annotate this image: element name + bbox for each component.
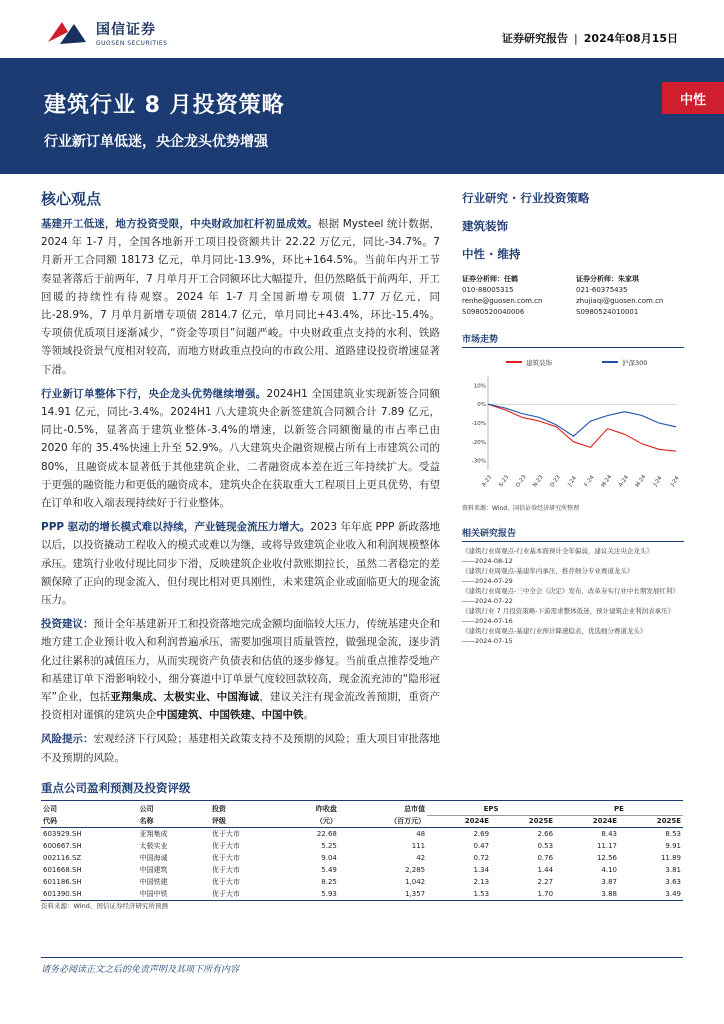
col-pe: PE bbox=[555, 803, 683, 815]
cell-eps24: 0.72 bbox=[473, 854, 490, 862]
x-tick-label: D-23 bbox=[549, 474, 562, 489]
cell-pe24: 12.56 bbox=[596, 854, 617, 862]
col-code-sub: 代码 bbox=[41, 815, 138, 828]
report-type: 证券研究报告 bbox=[502, 32, 569, 45]
related-report-link[interactable]: 《建筑行业 7 月投资策略-下游需求整体低迷，预计建筑企业利润表承压》 bbox=[462, 607, 675, 615]
x-tick-label: O-23 bbox=[515, 474, 528, 489]
cell-code: 601186.SH bbox=[43, 878, 82, 886]
y-tick-label: 0% bbox=[477, 402, 486, 409]
col-name-sub: 名称 bbox=[138, 815, 210, 828]
col-price: 昨收盘 bbox=[315, 805, 337, 813]
series-line-1 bbox=[488, 404, 676, 436]
x-tick-label: S-23 bbox=[498, 474, 511, 489]
analyst-1-phone: 010-88005315 bbox=[462, 286, 514, 294]
table-row bbox=[41, 828, 683, 841]
paragraph-risk: 风险提示：宏观经济下行风险；基建相关政策支持不及预期的风险；重大项目审批落地不及预期的风险。 bbox=[41, 733, 440, 764]
x-tick-label: J-24 bbox=[652, 475, 664, 488]
cell-price: 8.25 bbox=[321, 878, 337, 886]
col-cap: 总市值 bbox=[404, 805, 426, 813]
table-row bbox=[41, 852, 683, 864]
x-tick-label: M-24 bbox=[600, 474, 614, 489]
chart-source: 资料来源：Wind、国信证券经济研究所整理 bbox=[462, 505, 580, 512]
x-tick-label: A-23 bbox=[481, 474, 494, 489]
x-tick-label: J-24 bbox=[669, 475, 681, 488]
related-report-link[interactable]: 《建筑行业周观点-三中全会《决定》发布，改革夯实行业中长期发展红利》 bbox=[462, 587, 679, 595]
report-date: 2024年08月15日 bbox=[583, 32, 678, 45]
table-source: 资料来源：Wind、国信证券经济研究所预测 bbox=[41, 902, 168, 910]
related-report-link[interactable]: 《建筑行业周观点-基建行业预计降速稳表，优选细分赛道龙头》 bbox=[462, 627, 647, 635]
cell-name: 中国铁建 bbox=[139, 878, 168, 886]
y-tick-label: -10% bbox=[471, 421, 486, 427]
cell-code: 002116.SZ bbox=[43, 854, 82, 862]
cell-eps25: 2.66 bbox=[537, 830, 554, 838]
rating-badge: 中性 bbox=[662, 82, 724, 114]
cell-code: 603929.SH bbox=[43, 830, 82, 838]
cell-name: 中国建筑 bbox=[139, 866, 168, 874]
cell-eps25: 0.76 bbox=[537, 854, 554, 862]
cell-eps24: 0.47 bbox=[473, 842, 490, 850]
cell-price: 5.49 bbox=[321, 866, 337, 874]
cell-eps25: 0.53 bbox=[537, 842, 554, 850]
logo-name-cn: 国信证券 bbox=[96, 22, 156, 38]
footer-divider bbox=[41, 957, 683, 958]
cell-rating: 优于大市 bbox=[210, 888, 282, 901]
core-viewpoints bbox=[41, 188, 440, 773]
table-row bbox=[41, 840, 683, 852]
col-eps-2024: 2024E bbox=[427, 815, 491, 828]
cell-eps25: 2.27 bbox=[537, 878, 554, 886]
cell-eps24: 2.13 bbox=[473, 878, 490, 886]
cell-rating: 优于大市 bbox=[211, 878, 240, 886]
table-row bbox=[41, 864, 683, 876]
cell-pe24: 3.88 bbox=[555, 888, 619, 901]
cell-pe25: 11.89 bbox=[660, 854, 681, 862]
cell-cap: 48 bbox=[416, 830, 426, 838]
analyst-2-cert: S0980524010001 bbox=[576, 308, 639, 316]
related-reports-list bbox=[462, 546, 684, 646]
industry-rating: 中性 · 维持 bbox=[462, 247, 521, 261]
cell-pe24: 3.87 bbox=[601, 878, 617, 886]
x-tick-label: N-23 bbox=[532, 474, 545, 489]
analyst-1-name: 证券分析师：任鹤 bbox=[462, 275, 518, 283]
cell-cap: 1,042 bbox=[405, 878, 426, 886]
analyst-1-cert: S0980520040006 bbox=[462, 308, 525, 316]
related-report-date: ——2024-07-29 bbox=[462, 577, 513, 585]
cell-price: 5.25 bbox=[321, 842, 337, 850]
y-tick-label: -30% bbox=[471, 458, 486, 465]
market-trend-title: 市场走势 bbox=[462, 332, 684, 348]
legend-label-0: 建筑装饰 bbox=[526, 359, 552, 367]
related-report-link[interactable]: 《建筑行业周观点-基建年内承压，推荐细分专业赛道龙头》 bbox=[462, 567, 634, 575]
page-title: 建筑行业 8 月投资策略 bbox=[44, 93, 285, 118]
report-category: 行业研究 · 行业投资策略 bbox=[462, 191, 590, 205]
x-tick-label: M-24 bbox=[634, 474, 648, 489]
analyst-2-name: 证券分析师：朱家琪 bbox=[576, 275, 639, 283]
paragraph-infrastructure: 基建开工低迷，地方投资受限，中央财政加杠杆初显成效。根据 Mysteel 统计数据，2024 年 1-7 月，全国各地新开工项目投资额共计 22.22 万亿元，同比-34.7%。7 月新开工合同额 18173 亿元，单月同比-13.9%，环比+164.5%。当前年内开工节奏显著落后于前两年，7 月单月开工合同额环比大幅提升，但仍然略低于前两年，开工回暖的持续性有待观察。2024 年 1-7 月全国新增专项债 1.77 万亿元，同比-28.9%，7 月单月新增专项债 2814.7 亿元，单月同比+43.4%，环比-15.4%。专项债优质项目逐渐减少，“资金等项目”问题严峻。中央财政重点支持的水利、铁路等领域投资景气度相对较高，而地方财政重点投向的市政公用、道路建设投资增速显著下滑。 bbox=[41, 218, 441, 376]
x-tick-label: F-24 bbox=[583, 474, 596, 489]
cell-cap: 1,357 bbox=[339, 888, 427, 901]
col-rating: 投资 bbox=[211, 805, 226, 813]
related-report-date: ——2024-07-22 bbox=[462, 597, 513, 605]
earnings-forecast-table bbox=[41, 803, 683, 901]
cell-cap: 111 bbox=[411, 842, 426, 850]
x-tick-label: A-24 bbox=[617, 474, 630, 489]
disclaimer-note: 请务必阅读正文之后的免责声明及其项下所有内容 bbox=[41, 965, 240, 975]
cell-price: 9.04 bbox=[321, 854, 337, 862]
col-rating-sub: 评级 bbox=[210, 815, 282, 828]
core-title: 核心观点 bbox=[41, 190, 102, 208]
col-eps-2025: 2025E bbox=[491, 815, 555, 828]
col-code: 公司 bbox=[43, 805, 57, 813]
analysts bbox=[462, 274, 684, 318]
analyst-2 bbox=[576, 274, 684, 318]
cell-price: 22.68 bbox=[316, 830, 337, 838]
y-tick-label: -20% bbox=[471, 439, 486, 446]
related-reports-title: 相关研究报告 bbox=[462, 526, 684, 542]
cell-rating: 优于大市 bbox=[211, 842, 240, 850]
logo-name-en: GUOSEN SECURITIES bbox=[96, 40, 168, 47]
market-trend-chart bbox=[462, 352, 684, 502]
cell-pe24: 4.10 bbox=[601, 866, 617, 874]
related-report-date: ——2024-07-15 bbox=[462, 637, 513, 645]
cell-pe25: 8.53 bbox=[665, 830, 681, 838]
cell-code: 601390.SH bbox=[41, 888, 138, 901]
table-row bbox=[41, 888, 683, 901]
col-name: 公司 bbox=[139, 805, 154, 813]
y-tick-label: 10% bbox=[473, 383, 486, 390]
col-pe-2024: 2024E bbox=[555, 815, 619, 828]
cell-name: 太极实业 bbox=[139, 842, 168, 850]
cell-cap: 2,285 bbox=[405, 866, 426, 874]
cell-name: 中国中铁 bbox=[138, 888, 210, 901]
analyst-1 bbox=[462, 274, 570, 318]
col-eps: EPS bbox=[427, 803, 555, 815]
cell-pe25: 3.63 bbox=[665, 878, 681, 886]
table-row bbox=[41, 876, 683, 888]
x-tick-label: J-24 bbox=[567, 475, 579, 488]
cell-pe24: 11.17 bbox=[596, 842, 617, 850]
industry-name: 建筑装饰 bbox=[462, 219, 508, 233]
analyst-2-email: zhujiaqi@guosen.com.cn bbox=[576, 297, 664, 305]
analyst-1-email: renhe@guosen.com.cn bbox=[462, 297, 543, 305]
cell-eps24: 2.69 bbox=[473, 830, 490, 838]
related-report-date: ——2024-07-16 bbox=[462, 617, 513, 625]
col-price-sub: （元） bbox=[282, 815, 339, 828]
page-subtitle: 行业新订单低迷，央企龙头优势增强 bbox=[44, 134, 268, 150]
legend-label-1: 沪深300 bbox=[622, 359, 648, 367]
cell-name: 亚翔集成 bbox=[139, 830, 168, 838]
col-cap-sub: （百万元） bbox=[339, 815, 427, 828]
logo-mark-icon bbox=[44, 18, 90, 48]
cell-eps24: 1.34 bbox=[473, 866, 490, 874]
col-pe-2025: 2025E bbox=[619, 815, 683, 828]
sidebar bbox=[462, 190, 684, 646]
page-header bbox=[0, 0, 724, 58]
cell-eps24: 1.53 bbox=[427, 888, 491, 901]
cell-name: 中国海诚 bbox=[139, 854, 168, 862]
cell-cap: 42 bbox=[416, 854, 426, 862]
cell-pe25: 9.91 bbox=[665, 842, 681, 850]
table-title: 重点公司盈利预测及投资评级 bbox=[41, 780, 683, 801]
report-meta: 证券研究报告 | 2024年08月15日 bbox=[502, 32, 678, 45]
paragraph-orders: 行业新订单整体下行，央企龙头优势继续增强。2024H1 全国建筑业实现新签合同额 14.91 亿元，同比-3.4%。2024H1 八大建筑央企新签建筑合同额合计 7.89 亿元，同比-0.5%，显著高于建筑业整体-3.4%的增速，以新签合同额衡量的市占率已由 2020 年的 35.4%快速上升至 52.9%。八大建筑央企融资规模占所有上市建筑公司的 80%，且融资成本显著低于其他建筑企业，二者融资成本差在近三年持续扩大。受益于更强的融资能力和更低的融资成本，建筑央企在获取重大工程项目上更具优势，有望在订单和收入端表现持续好于行业整体。 bbox=[41, 387, 441, 510]
cell-eps25: 1.70 bbox=[491, 888, 555, 901]
title-banner bbox=[0, 58, 724, 174]
cell-pe25: 3.49 bbox=[619, 888, 683, 901]
cell-pe25: 3.81 bbox=[665, 866, 681, 874]
cell-rating: 优于大市 bbox=[211, 866, 240, 874]
related-report-date: ——2024-08-12 bbox=[462, 557, 513, 565]
paragraph-ppp: PPP 驱动的增长模式难以持续，产业链现金流压力增大。2023 年年底 PPP 新政落地以后，以投资撬动工程收入的模式或难以为继，或将导致建筑企业收入和利润规模整体承压。建筑行业收付现比同步下滑，反映建筑企业收付款账期拉长，虽然二者稳定的差额保障了正向的现金流入，但付现比相对更具刚性，未来建筑企业或面临更大的现金流压力。 bbox=[41, 521, 440, 607]
analyst-2-phone: 021-60375435 bbox=[576, 286, 628, 294]
cell-price: 5.93 bbox=[282, 888, 339, 901]
related-report-link[interactable]: 《建筑行业周观点-行业基本面预计全年偏弱，建议关注央企龙头》 bbox=[462, 547, 653, 555]
cell-rating: 优于大市 bbox=[211, 854, 240, 862]
cell-eps25: 1.44 bbox=[537, 866, 554, 874]
cell-rating: 优于大市 bbox=[211, 830, 240, 838]
paragraph-investment-advice: 投资建议：预计全年基建新开工和投资落地完成金额均面临较大压力，传统基建央企和地方建工企业预计收入和利润普遍承压，需要加强项目质量管控，做强现金流，逐步消化过往累积的减值压力，从而实现资产负债表和估值的逐步修复。当前重点推荐受地产和基建订单下滑影响较小，细分赛道中订单景气度较回款较高，现金流充沛的“隐形冠军”企业，包括亚翔集成、太极实业、中国海诚，建议关注有现金流改善预期，重资产投资相对谨慎的建筑央企中国建筑、中国铁建、中国中铁。 bbox=[41, 618, 441, 722]
company-logo bbox=[44, 18, 167, 48]
market-trend-svg bbox=[462, 352, 684, 502]
cell-code: 600667.SH bbox=[43, 842, 82, 850]
cell-pe24: 8.43 bbox=[601, 830, 617, 838]
cell-code: 601668.SH bbox=[43, 866, 82, 874]
